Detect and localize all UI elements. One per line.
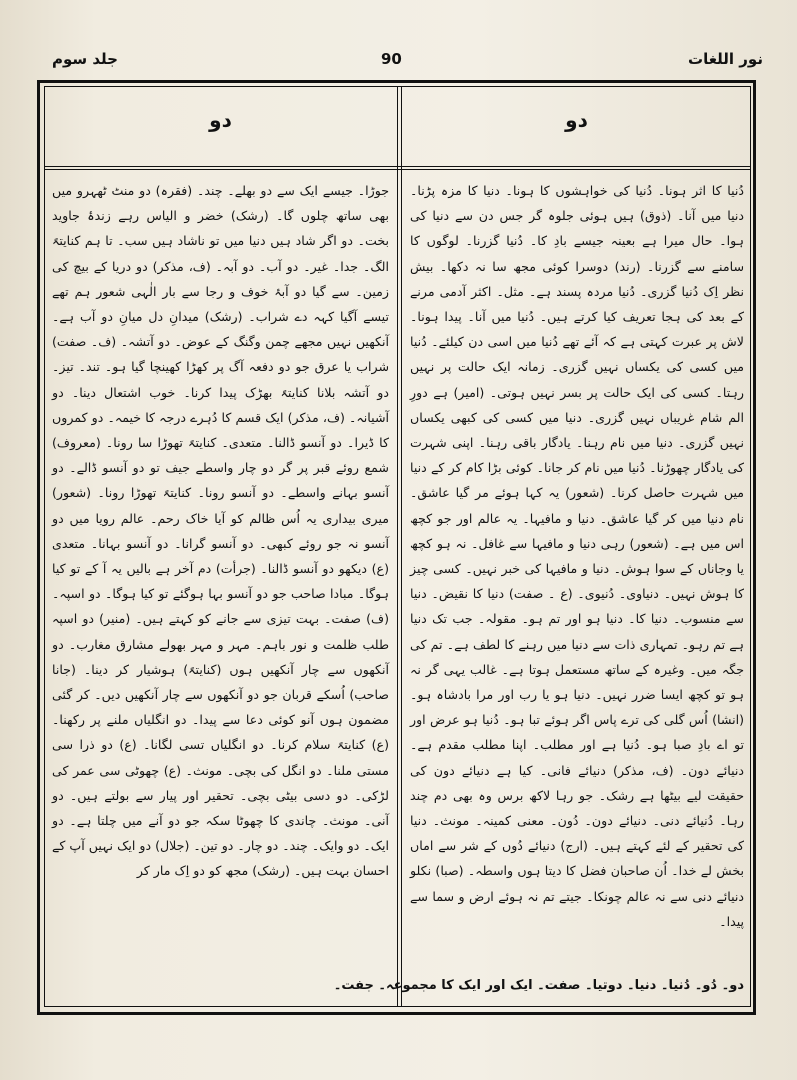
book-title: نور اللغات (688, 50, 763, 68)
right-column-footer: دو۔ دُو۔ دُنیا۔ دنیا۔ دوتیا۔ صفت۔ ایک اور ایک کا مجموعہ۔ جفت۔ (333, 978, 744, 993)
left-column-text (52, 178, 389, 998)
column-divider (397, 86, 402, 1007)
left-column-heading: دو (209, 108, 232, 132)
volume-label: جلد سوم (52, 50, 118, 68)
page-number: 90 (381, 50, 402, 68)
right-column-text (333, 178, 744, 998)
right-column-entries: دُنیا کا اثر ہونا۔ دُنیا کی خواہشوں کا ہونا۔ دنیا کا مزہ پڑنا۔ دنیا میں آنا۔ (ذوق) ہیں ہوئی جلوہ گر جس دن سے دنیا کی ہوا۔ حال میرا ہے بعینہ جیسے بادِ کا۔ دُنیا گزرنا۔ لوگوں کا سامنے سے گزرنا۔ (رند) دوسرا کوئی مجھ سا نہ دکھا۔ بیش نظر اِک دُنیا گزری۔ دُنیا مردہ پسند ہے۔ مثل۔ اکثر آدمی مرنے کے بعد کی ہجا تعریف کیا کرتے ہیں۔ دُنیا میں آنا۔ پیدا ہونا۔ لاش پر عبرت کہتی ہے کہ آئے تھے دُنیا میں اسی دن کیلئے۔ دُنیا میں کسی کی یکساں نہیں گزری۔ زمانہ ایک حالت پر نہیں رہتا۔ کسی کی ایک حالت پر بسر نہیں ہوتی۔ (امیر) ہے دورِ الم شام غریباں نہیں گزری۔ دنیا میں کسی کی کبھی یکساں نہیں گزری۔ دنیا میں نام رہنا۔ یادگار باقی رہنا۔ اپنی شہرت کی یادگار چھوڑنا۔ دُنیا میں نام کر جانا۔ کوئی بڑا کام کر کے دنیا میں شہرت حاصل کرنا۔ (شعور) یہ کہا ہوئے مر گیا عاشق۔ نام دنیا میں کر گیا عاشق۔ دنیا و مافیہا۔ یہ عالم اور جو کچھ اس میں ہے۔ (شعور) رہی دنیا و مافیہا سے غافل۔ نہ ہو کچھ یا وجاناں کے سوا ہوش۔ دنیا و مافیہا کی خبر نہیں۔ کسی چیز کا ہوش نہیں۔ دنیاوی۔ دُنیوی۔ (ع ۔ صفت) دنیا کا نقیض۔ دنیا سے منسوب۔ دنیا کا۔ دنیا ہو اور تم ہو۔ مقولہ۔ جب تک دنیا ہے تم رہو۔ تمہاری ذات سے دنیا میں رہنے کا لطف ہے۔ تم کی جگہ میں۔ وغیرہ کے ساتھ مستعمل ہوتا ہے۔ غالب یہی گر نہ ہو تو کچھ ایسا ضرر نہیں۔ دنیا ہو یا رب اور مرا بادشاہ ہو۔ (انشا) اُس گلی کی ترے پاس اگر ہوئے تبا ہو۔ دُنیا ہو عرض اور تو اے بادِ صبا ہو۔ دُنیا ہے اور مطلب۔ اپنا مطلب مقدم ہے۔ دنیائے دون۔ (ف، مذکر) دنیائے فانی۔ کیا ہے دنیائے دون کی حقیقت لیے بیٹھا ہے رشک۔ جو رہا لاکھ برس وہ بھی دم چند رہا۔ دُنیائے دنی۔ دنیائے دون۔ دُون۔ معنی کمینہ۔ مونث۔ دنیا کی تحقیر کے لئے کہتے ہیں۔ (ارج) دنیائے دُوں کے شر سے اماں بخش لے خدا۔ اُن صاحبان فضل کا دیتا ہوں واسطہ۔ (صبا) نکلو دنیائے دنی سے نہ عالم چونکا۔ جیتے تم نہ ہوئے ارض و سما سے پیدا۔ (410, 183, 744, 929)
right-column-heading: دو (565, 108, 588, 132)
left-column-entries: جوڑا۔ جیسے ایک سے دو بھلے۔ چند۔ (فقرہ) دو منٹ ٹھہرو میں بھی ساتھ چلوں گا۔ (رشک) خضر و الیاس رہے زندۂ جاوید بخت۔ دو اگر شاد ہیں دنیا میں تو ناشاد ہیں سب۔ تا ہم کنایتہً الگ۔ جدا۔ غیر۔ دو آب۔ دو آبہ۔ (ف، مذکر) دو دریا کے بیچ کی زمین۔ سے گیا دو آبۂ خوف و رجا سے بار الٰہی شعور ہم تھے تیسے آگیا کہہ دے شراب۔ (رشک) میدانِ دل میانِ دو آب ہے۔ آنکھیں نہیں مجھے چمن وگنگ کے عوض۔ دو آتشہ۔ (ف۔ صفت) شراب یا عرق جو دو دفعہ آگ پر کھڑا کھینچا گیا ہو۔ تند۔ تیز۔ دو آتشہ بلانا کنایتہً بھڑک پیدا کرنا۔ خوب اشتعال دینا۔ دو آشیانہ۔ (ف، مذکر) ایک قسم کا دُہرے درجہ کا خیمہ۔ دو کمروں کا ڈیرا۔ دو آنسو ڈالنا۔ متعدی۔ کنایتہً تھوڑا سا رونا۔ (معروف) شمع روئے قبر پر گر دو چار واسطے جیف تو دو آنسو ڈالے۔ دو آنسو بہانے واسطے۔ دو آنسو رونا۔ کنایتہً تھوڑا رونا۔ (شعور) میری بیداری یہ اُس ظالم کو آیا خاک رحم۔ عالم رویا میں دو آنسو نہ جو روئے کبھی۔ دو آنسو گرانا۔ دو آنسو بہانا۔ متعدی (ع) دیکھو دو آنسو ڈالنا۔ (جرأت) دم آخر ہے بالیں یہ آ کے تو کیا ہوگا۔ مبادا صاحب جو دو آنسو بہا ہوگئے تو کیا ہوگا۔ دو اسپہ۔ (ف) صفت۔ بہت تیزی سے جانے کو کہتے ہیں۔ (منیر) دو اسپہ طلب ظلمت و نور باہم۔ مہر و مہر بھولے مشارق مغارب۔ دو آنکھوں سے چار آنکھیں ہوں (کنایتہً) ہوشیار کر دینا۔ (جانا صاحب) اُسکے قربان جو دو آنکھوں سے چار آنکھیں دیں۔ کر گئی مضمون ہوں آنو کوئی دعا سے پیدا۔ دو انگلیاں ملنے پر رکھنا۔ (ع) کنایتہً سلام کرنا۔ دو انگلیاں تسی لگانا۔ (ع) دو ذرا سی مستی ملنا۔ دو انگل کی بچی۔ مونث۔ (ع) چھوٹی سی عمر کی لڑکی۔ دو دسی بیٹی بچی۔ تحقیر اور پیار سے بولتے ہیں۔ دو آنی۔ مونث۔ چاندی کا چھوٹا سکہ جو دو آنے میں چلتا ہے۔ دو ایک۔ دو وایک۔ چند۔ دو چار۔ دو تین۔ (جلال) دو ایک نہیں آپ کے احسان بہت ہیں۔ (رشک) مجھ کو دو اِک مار کر (52, 183, 389, 879)
